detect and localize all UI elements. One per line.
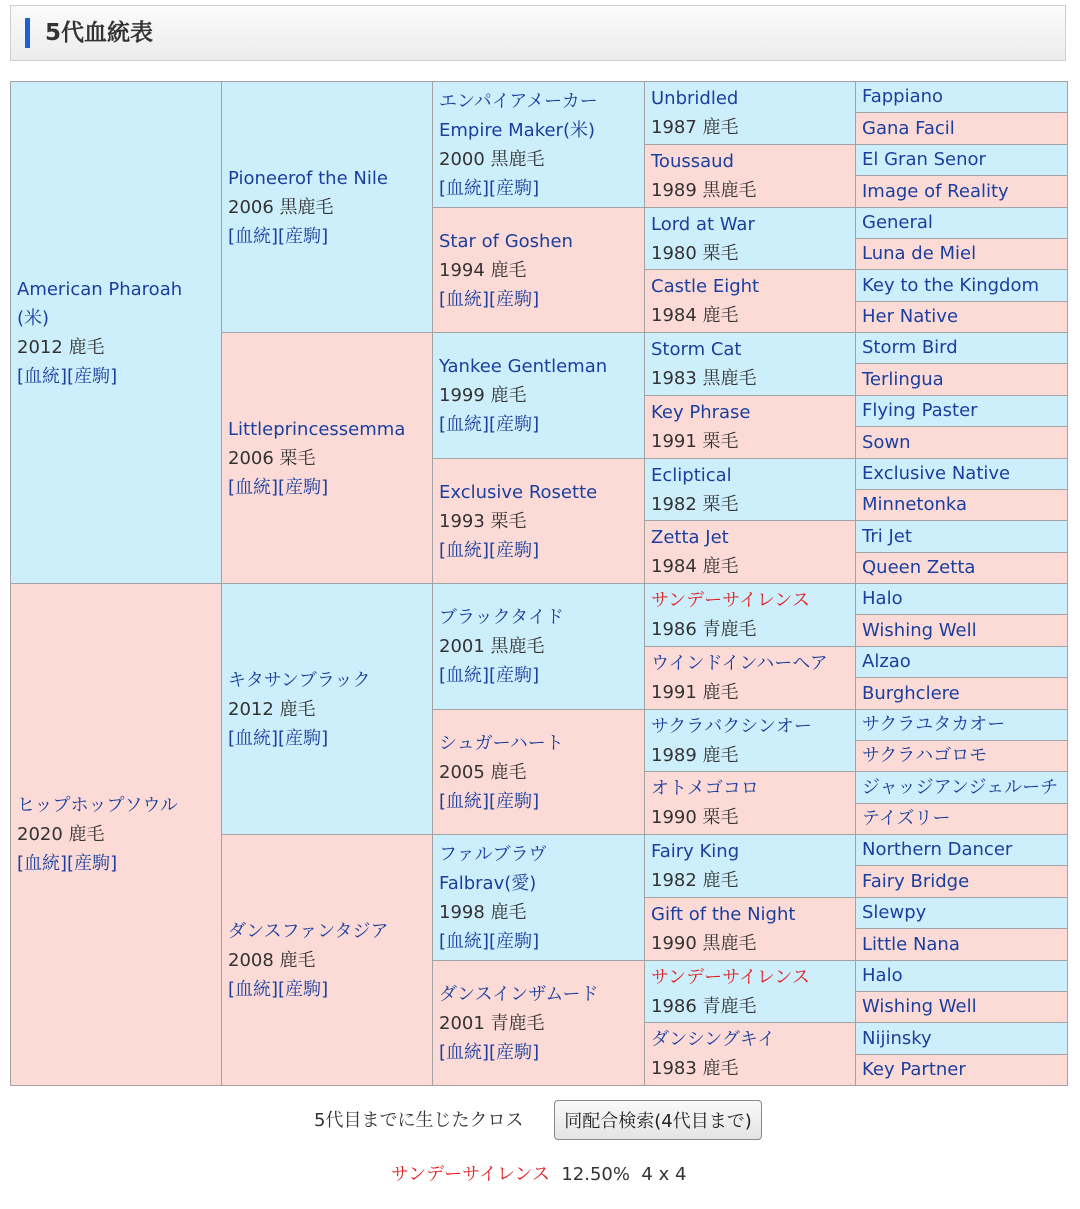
horse-name-link[interactable]: ジャッジアンジェルーチ: [862, 776, 1059, 798]
horse-name-link[interactable]: Wishing Well: [862, 996, 977, 1017]
pedigree-cell-gen4: [644, 207, 856, 270]
horse-year-color: 1982 栗毛: [651, 493, 739, 515]
horse-name-link[interactable]: Sown: [862, 431, 911, 453]
pedigree-cell-gen4: [644, 81, 856, 145]
pedigree-offspring-links[interactable]: [血統][産駒]: [228, 225, 329, 247]
pedigree-cell-gen5: [855, 646, 1068, 678]
horse-year-color: 2001 黒鹿毛: [439, 636, 545, 657]
horse-year-color: 1993 栗毛: [439, 510, 527, 532]
horse-year-color: 1984 鹿毛: [651, 305, 739, 326]
pedigree-offspring-links[interactable]: [血統][産駒]: [439, 539, 540, 561]
pedigree-cell-gen2: [221, 81, 433, 333]
horse-name-link[interactable]: Burghclere: [862, 682, 960, 704]
pedigree-cell-gen5: [855, 395, 1068, 427]
horse-year-color: 1991 鹿毛: [651, 682, 739, 703]
horse-name-link[interactable]: Gift of the Night: [651, 904, 796, 925]
pedigree-cell-gen4: [644, 269, 856, 333]
pedigree-cell-gen4: [644, 771, 856, 835]
horse-name-link[interactable]: ヒップホップソウル: [17, 795, 178, 816]
pedigree-offspring-links[interactable]: [血統][産駒]: [439, 414, 540, 435]
horse-name-link[interactable]: Terlingua: [862, 368, 944, 390]
pedigree-cell-gen2: [221, 834, 433, 1086]
horse-year-color: 2012 鹿毛: [17, 336, 105, 358]
pedigree-cell-gen5: [855, 207, 1068, 239]
pedigree-offspring-links[interactable]: [血統][産駒]: [17, 365, 118, 387]
horse-year-color: 2000 黒鹿毛: [439, 148, 545, 170]
pedigree-cell-gen3: [432, 207, 645, 333]
horse-name-link[interactable]: Luna de Miel: [862, 243, 977, 264]
horse-year-color: 2005 鹿毛: [439, 761, 527, 783]
horse-name-link[interactable]: Toussaud: [651, 151, 734, 172]
horse-name-link[interactable]: Exclusive Rosette: [439, 481, 598, 503]
horse-name-link[interactable]: Pioneerof the Nile: [228, 167, 388, 189]
horse-name-link[interactable]: Flying Paster: [862, 400, 978, 421]
horse-name-link[interactable]: Tri Jet: [862, 525, 912, 547]
horse-year-color: 1990 栗毛: [651, 807, 739, 828]
pedigree-cell-gen4: [644, 646, 856, 710]
horse-name-secondary[interactable]: (米): [17, 307, 50, 329]
horse-name-link[interactable]: El Gran Senor: [862, 149, 986, 170]
horse-name-link[interactable]: Littleprincessemma: [228, 418, 406, 440]
cross-label: 5代目までに生じたクロス: [314, 1110, 524, 1131]
horse-name-link[interactable]: サンデーサイレンス: [651, 966, 810, 988]
pedigree-offspring-links[interactable]: [血統][産駒]: [228, 727, 329, 749]
horse-name-link[interactable]: Nijinsky: [862, 1027, 932, 1049]
horse-year-color: 1983 黒鹿毛: [651, 368, 757, 389]
pedigree-cell-gen5: [855, 81, 1068, 113]
horse-year-color: 1987 鹿毛: [651, 117, 739, 138]
horse-name-link[interactable]: Little Nana: [862, 933, 960, 955]
pedigree-cell-gen4: [644, 583, 856, 647]
horse-name-link[interactable]: Alzao: [862, 651, 911, 672]
pedigree-cell-gen5: [855, 834, 1068, 866]
pedigree-cell-gen4: [644, 1022, 856, 1086]
horse-year-color: 1991 栗毛: [651, 431, 739, 452]
horse-name-link[interactable]: Northern Dancer: [862, 839, 1013, 860]
pedigree-cell-gen5: [855, 520, 1068, 553]
pedigree-offspring-links[interactable]: [血統][産駒]: [439, 1041, 540, 1063]
horse-name-link[interactable]: ダンシングキイ: [651, 1029, 776, 1050]
horse-year-color: 1989 鹿毛: [651, 744, 739, 766]
horse-year-color: 2006 栗毛: [228, 447, 316, 469]
pedigree-cell-gen5: [855, 803, 1068, 835]
pedigree-offspring-links[interactable]: [血統][産駒]: [228, 978, 329, 1000]
pedigree-offspring-links[interactable]: [血統][産駒]: [228, 476, 329, 498]
horse-year-color: 2020 鹿毛: [17, 824, 105, 845]
horse-name-link[interactable]: Unbridled: [651, 88, 739, 109]
pedigree-cell-gen3: [432, 332, 645, 459]
horse-name-link[interactable]: ブラックタイド: [439, 607, 564, 628]
horse-name-link[interactable]: テイズリー: [862, 808, 951, 829]
horse-name-link[interactable]: ダンスインザムード: [439, 983, 599, 1005]
pedigree-cell-gen3: [432, 709, 645, 835]
horse-name-link[interactable]: サンデーサイレンス: [651, 590, 810, 611]
horse-name-link[interactable]: Castle Eight: [651, 276, 760, 297]
pedigree-cell-gen4: [644, 834, 856, 898]
horse-name-link[interactable]: Storm Cat: [651, 339, 742, 360]
horse-year-color: 1986 青鹿毛: [651, 619, 757, 640]
horse-name-link[interactable]: サクラユタカオー: [862, 714, 1006, 735]
horse-name-link[interactable]: Fairy Bridge: [862, 870, 970, 892]
pedigree-cell-gen4: [644, 960, 856, 1023]
horse-name-link[interactable]: エンパイアメーカー: [439, 90, 598, 112]
cross-row: [391, 1162, 686, 1188]
pedigree-offspring-links[interactable]: [血統][産駒]: [439, 288, 540, 310]
page-title: 5代血統表: [45, 20, 154, 46]
cross-horse-link[interactable]: サンデーサイレンス: [391, 1164, 550, 1185]
pedigree-cell-gen5: [855, 709, 1068, 741]
horse-name-link[interactable]: Fairy King: [651, 841, 740, 862]
horse-name-link[interactable]: Queen Zetta: [862, 557, 976, 578]
pedigree-cell-gen3: [432, 81, 645, 208]
pedigree-cell-gen5: [855, 238, 1068, 270]
pedigree-cell-gen3: [432, 834, 645, 961]
same-mating-search-button[interactable]: 同配合検索(4代目まで): [554, 1100, 762, 1140]
pedigree-cell-gen4: [644, 332, 856, 396]
horse-year-color: 1983 鹿毛: [651, 1058, 739, 1079]
pedigree-cell-gen5: [855, 301, 1068, 333]
pedigree-offspring-links[interactable]: [血統][産駒]: [439, 665, 540, 686]
pedigree-table: [10, 81, 1068, 1085]
pedigree-cell-gen4: [644, 709, 856, 772]
pedigree-cell-gen5: [855, 960, 1068, 992]
pedigree-cell-gen5: [855, 363, 1068, 396]
pedigree-cell-gen3: [432, 583, 645, 710]
horse-name-link[interactable]: American Pharoah: [17, 278, 183, 300]
pedigree-cell-gen2: [221, 332, 433, 584]
pedigree-cell-gen1: [10, 583, 222, 1086]
pedigree-cell-gen3: [432, 960, 645, 1086]
horse-name-link[interactable]: Halo: [862, 965, 903, 986]
pedigree-cell-gen5: [855, 1022, 1068, 1055]
pedigree-cell-gen5: [855, 489, 1068, 521]
pedigree-cell-gen5: [855, 677, 1068, 710]
pedigree-cell-gen4: [644, 458, 856, 521]
horse-name-secondary[interactable]: Empire Maker(米): [439, 119, 595, 141]
pedigree-cell-gen5: [855, 112, 1068, 145]
pedigree-cell-gen5: [855, 928, 1068, 961]
pedigree-cell-gen4: [644, 897, 856, 961]
pedigree-cell-gen1: [10, 81, 222, 584]
horse-name-secondary[interactable]: Falbrav(愛): [439, 872, 537, 894]
pedigree-cell-gen5: [855, 144, 1068, 176]
horse-year-color: 2012 鹿毛: [228, 698, 316, 720]
pedigree-offspring-links[interactable]: [血統][産駒]: [439, 790, 540, 812]
pedigree-cell-gen5: [855, 458, 1068, 490]
horse-name-link[interactable]: オトメゴコロ: [651, 778, 759, 799]
pedigree-cell-gen5: [855, 614, 1068, 647]
horse-name-link[interactable]: Key to the Kingdom: [862, 274, 1040, 296]
horse-name-link[interactable]: Star of Goshen: [439, 230, 573, 252]
horse-name-link[interactable]: サクラバクシンオー: [651, 715, 812, 737]
horse-name-link[interactable]: ウインドインハーヘア: [651, 653, 828, 674]
horse-name-link[interactable]: Key Partner: [862, 1059, 966, 1080]
horse-year-color: 1998 鹿毛: [439, 901, 527, 923]
pedigree-cell-gen5: [855, 897, 1068, 929]
horse-name-link[interactable]: Yankee Gentleman: [439, 356, 608, 377]
horse-year-color: 2006 黒鹿毛: [228, 196, 334, 218]
horse-year-color: 2008 鹿毛: [228, 949, 316, 971]
horse-name-link[interactable]: Gana Facil: [862, 117, 955, 139]
horse-year-color: 2001 青鹿毛: [439, 1012, 545, 1034]
horse-name-link[interactable]: ダンスファンタジア: [228, 920, 389, 942]
horse-name-link[interactable]: Slewpy: [862, 902, 927, 923]
horse-name-link[interactable]: Exclusive Native: [862, 463, 1011, 484]
horse-name-link[interactable]: Ecliptical: [651, 464, 732, 486]
horse-name-link[interactable]: キタサンブラック: [228, 669, 371, 691]
cross-percent: 12.50%: [561, 1164, 630, 1185]
pedigree-cell-gen4: [644, 395, 856, 459]
pedigree-cell-gen5: [855, 740, 1068, 772]
horse-name-link[interactable]: Her Native: [862, 306, 959, 327]
horse-name-link[interactable]: Lord at War: [651, 213, 755, 235]
horse-name-link[interactable]: Key Phrase: [651, 402, 751, 423]
horse-year-color: 1994 鹿毛: [439, 259, 527, 281]
pedigree-offspring-links[interactable]: [血統][産駒]: [439, 930, 540, 952]
horse-name-link[interactable]: サクラハゴロモ: [862, 745, 988, 766]
header-accent-bar: [25, 18, 30, 48]
horse-year-color: 1980 栗毛: [651, 242, 739, 264]
horse-year-color: 1984 鹿毛: [651, 556, 739, 577]
pedigree-cell-gen5: [855, 771, 1068, 804]
horse-name-link[interactable]: シュガーハート: [439, 732, 564, 754]
pedigree-offspring-links[interactable]: [血統][産駒]: [439, 177, 540, 199]
horse-year-color: 1999 鹿毛: [439, 385, 527, 406]
horse-name-link[interactable]: Fappiano: [862, 86, 944, 107]
pedigree-cell-gen5: [855, 552, 1068, 584]
pedigree-cell-gen5: [855, 583, 1068, 615]
pedigree-cell-gen5: [855, 1054, 1068, 1086]
horse-name-link[interactable]: Minnetonka: [862, 494, 968, 515]
pedigree-cell-gen5: [855, 865, 1068, 898]
pedigree-cell-gen3: [432, 458, 645, 584]
pedigree-cell-gen5: [855, 332, 1068, 364]
pedigree-cell-gen4: [644, 520, 856, 584]
horse-name-link[interactable]: General: [862, 212, 933, 233]
horse-name-link[interactable]: Zetta Jet: [651, 527, 729, 548]
horse-year-color: 1982 鹿毛: [651, 870, 739, 891]
horse-name-link[interactable]: Halo: [862, 588, 903, 609]
horse-year-color: 1990 黒鹿毛: [651, 933, 757, 954]
pedigree-cell-gen5: [855, 175, 1068, 208]
pedigree-offspring-links[interactable]: [血統][産駒]: [17, 853, 118, 874]
horse-name-link[interactable]: ファルブラヴ: [439, 843, 547, 865]
pedigree-cell-gen5: [855, 426, 1068, 459]
section-header: [10, 5, 1066, 61]
horse-year-color: 1986 青鹿毛: [651, 995, 757, 1017]
pedigree-cell-gen5: [855, 991, 1068, 1023]
pedigree-cell-gen5: [855, 269, 1068, 302]
horse-name-link[interactable]: Wishing Well: [862, 619, 977, 641]
horse-year-color: 1989 黒鹿毛: [651, 180, 757, 201]
pedigree-cell-gen2: [221, 583, 433, 835]
pedigree-cell-gen4: [644, 144, 856, 208]
horse-name-link[interactable]: Storm Bird: [862, 337, 958, 358]
cross-pattern: 4 x 4: [641, 1164, 687, 1185]
horse-name-link[interactable]: Image of Reality: [862, 180, 1009, 202]
